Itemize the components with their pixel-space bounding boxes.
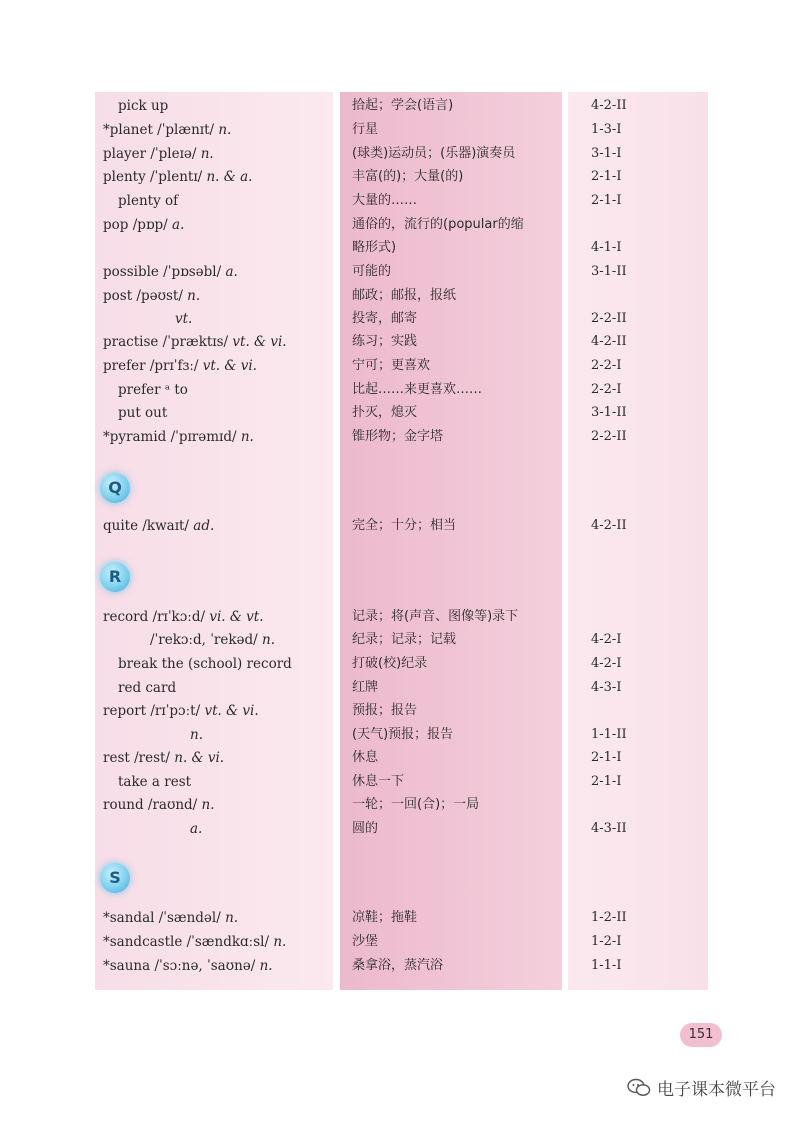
section-letter-badge: Q <box>100 473 130 503</box>
entry-ref: 4-2-II <box>591 518 627 533</box>
entry-row <box>0 771 800 793</box>
entry-meaning: 圆的 <box>352 821 379 836</box>
entry-ref: 3-1-I <box>591 146 622 161</box>
entry-meaning: 丰富(的)；大量(的) <box>352 169 464 184</box>
entry-word: plenty /ˈplentɪ/ <box>103 169 203 185</box>
entry-meaning: 记录；将(声音、图像等)录下 <box>352 609 519 624</box>
entry-ref: 2-2-I <box>591 382 622 397</box>
entry-meaning: 沙堡 <box>352 934 379 949</box>
entry-meaning: 休息 <box>352 750 379 765</box>
entry-row <box>0 606 800 628</box>
entry-row <box>0 907 800 929</box>
entry-pos: a. <box>172 217 185 233</box>
entry-meaning: 桑拿浴，蒸汽浴 <box>352 958 444 973</box>
entry-row <box>0 166 800 188</box>
entry-ref: 4-3-I <box>591 680 622 695</box>
entry-word: put out <box>118 405 168 421</box>
entry-row <box>0 285 800 307</box>
entry-meaning: 一轮；一回(合)；一局 <box>352 797 480 812</box>
entry-ref: 1-2-II <box>591 910 627 925</box>
entry-pos: n. <box>273 934 287 950</box>
entry-pos: vt. & vi. <box>204 703 259 719</box>
entry-meaning: 扑灭，熄灭 <box>352 405 418 420</box>
entry-row <box>0 331 800 353</box>
entry-meaning: 宁可；更喜欢 <box>352 358 431 373</box>
entry-ref: 3-1-II <box>591 405 627 420</box>
entry-meaning: 拾起；学会(语言) <box>352 98 454 113</box>
entry-pos: ad. <box>193 518 215 534</box>
entry-meaning: 略形式) <box>352 240 397 255</box>
entry-row <box>0 818 800 840</box>
entry-word: take a rest <box>118 774 192 790</box>
entry-pos: n. & vi. <box>174 750 225 766</box>
entry-meaning: 纪录；记录；记载 <box>352 632 457 647</box>
entry-ref: 1-1-I <box>591 958 622 973</box>
entry-ref: 4-2-II <box>591 98 627 113</box>
entry-pos: n. <box>225 910 239 926</box>
entry-row <box>0 931 800 953</box>
entry-meaning: 红牌 <box>352 680 379 695</box>
entry-word: *pyramid /ˈpɪrəmɪd/ <box>103 429 237 445</box>
entry-meaning: 邮政；邮报，报纸 <box>352 288 457 303</box>
entry-row <box>0 355 800 377</box>
entry-meaning: 锥形物；金字塔 <box>352 429 444 444</box>
entry-pos: n. <box>190 727 203 743</box>
entry-meaning: 投寄，邮寄 <box>352 311 418 326</box>
entry-word: break the (school) record <box>118 656 292 672</box>
entry-ref: 4-2-I <box>591 632 622 647</box>
entry-meaning: 预报；报告 <box>352 703 418 718</box>
entry-pos: vt. <box>175 311 193 327</box>
entry-ref: 2-2-II <box>591 429 627 444</box>
entry-ref: 2-1-I <box>591 169 622 184</box>
entry-row <box>0 677 800 699</box>
entry-row <box>0 955 800 977</box>
entry-row <box>0 653 800 675</box>
entry-ref: 2-1-I <box>591 750 622 765</box>
entry-word: pick up <box>118 98 169 114</box>
page-number: 151 <box>680 1023 722 1047</box>
entry-word: *planet /ˈplænɪt/ <box>103 122 215 138</box>
entry-pos: n. & a. <box>206 169 253 185</box>
entry-ref: 1-3-I <box>591 122 622 137</box>
entry-word: player /ˈpleɪə/ <box>103 146 197 162</box>
entry-pos: vi. & vt. <box>209 609 264 625</box>
entry-meaning: 大量的…… <box>352 193 418 208</box>
entry-word: red card <box>118 680 177 696</box>
entry-meaning: 休息一下 <box>352 774 405 789</box>
entry-pos: n. <box>200 146 214 162</box>
entry-word: pop /pɒp/ <box>103 217 168 233</box>
entry-pos: a. <box>225 264 238 280</box>
entry-row <box>0 308 800 330</box>
entry-ref: 2-1-I <box>591 193 622 208</box>
entry-row <box>0 214 800 236</box>
entry-ref: 2-1-I <box>591 774 622 789</box>
entry-pos: n. <box>259 958 273 974</box>
entry-row <box>0 95 800 117</box>
entry-row <box>0 426 800 448</box>
entry-meaning: 完全；十分；相当 <box>352 518 457 533</box>
wechat-icon <box>627 1078 651 1098</box>
entry-meaning: 凉鞋；拖鞋 <box>352 910 418 925</box>
entry-row <box>0 261 800 283</box>
entry-pos: vt. & vi. <box>232 334 287 350</box>
entry-word: prefer /prɪˈfɜː/ <box>103 358 199 374</box>
entry-pos: n. <box>187 288 201 304</box>
entry-meaning: 打破(校)纪录 <box>352 656 428 671</box>
entry-row <box>0 237 800 259</box>
entry-meaning: (球类)运动员；(乐器)演奏员 <box>352 146 516 161</box>
entry-word: /ˈrekɔːd, ˈrekəd/ <box>150 632 258 648</box>
entry-meaning: 比起……来更喜欢…… <box>352 382 483 397</box>
entry-ref: 1-2-I <box>591 934 622 949</box>
entry-row <box>0 747 800 769</box>
entry-word: report /rɪˈpɔːt/ <box>103 703 201 719</box>
entry-pos: n. <box>218 122 232 138</box>
entry-row <box>0 700 800 722</box>
entry-word: *sandcastle /ˈsændkɑːsl/ <box>103 934 270 950</box>
entry-meaning: (天气)预报；报告 <box>352 727 454 742</box>
entry-row <box>0 379 800 401</box>
entry-word: plenty of <box>118 193 179 209</box>
entry-pos: n. <box>201 797 215 813</box>
entry-ref: 2-2-I <box>591 358 622 373</box>
entry-ref: 2-2-II <box>591 311 627 326</box>
entry-row <box>0 119 800 141</box>
section-letter-badge: R <box>100 562 130 592</box>
entry-ref: 4-2-II <box>591 334 627 349</box>
entry-row <box>0 629 800 651</box>
entry-meaning: 通俗的，流行的(popular的缩 <box>352 217 524 232</box>
entry-word: record /rɪˈkɔːd/ <box>103 609 206 625</box>
watermark <box>627 1075 776 1100</box>
entry-meaning: 练习；实践 <box>352 334 418 349</box>
watermark-text: 电子课本微平台 <box>657 1080 776 1100</box>
entry-ref: 4-1-I <box>591 240 622 255</box>
entry-word: *sandal /ˈsændəl/ <box>103 910 221 926</box>
entry-pos: a. <box>190 821 203 837</box>
entry-row <box>0 794 800 816</box>
entry-word: post /pəʊst/ <box>103 288 183 304</box>
section-letter-badge: S <box>100 863 130 893</box>
entry-word: practise /ˈpræktɪs/ <box>103 334 229 350</box>
entry-ref: 3-1-II <box>591 264 627 279</box>
entry-word: quite /kwaɪt/ <box>103 518 189 534</box>
entry-word: round /raʊnd/ <box>103 797 198 813</box>
entry-row <box>0 724 800 746</box>
entry-pos: vt. & vi. <box>202 358 257 374</box>
entry-row <box>0 515 800 537</box>
entry-meaning: 可能的 <box>352 264 392 279</box>
entry-row <box>0 143 800 165</box>
entry-meaning: 行星 <box>352 122 379 137</box>
entry-ref: 4-3-II <box>591 821 627 836</box>
entry-ref: 1-1-II <box>591 727 627 742</box>
entry-ref: 4-2-I <box>591 656 622 671</box>
entry-pos: n. <box>262 632 276 648</box>
entry-word: rest /rest/ <box>103 750 170 766</box>
entry-pos: n. <box>240 429 254 445</box>
entry-row <box>0 190 800 212</box>
entry-word: possible /ˈpɒsəbl/ <box>103 264 222 280</box>
entry-word: prefer ᵃ to <box>118 382 188 398</box>
entry-row <box>0 402 800 424</box>
entry-word: *sauna /ˈsɔːnə, ˈsaʊnə/ <box>103 958 256 974</box>
